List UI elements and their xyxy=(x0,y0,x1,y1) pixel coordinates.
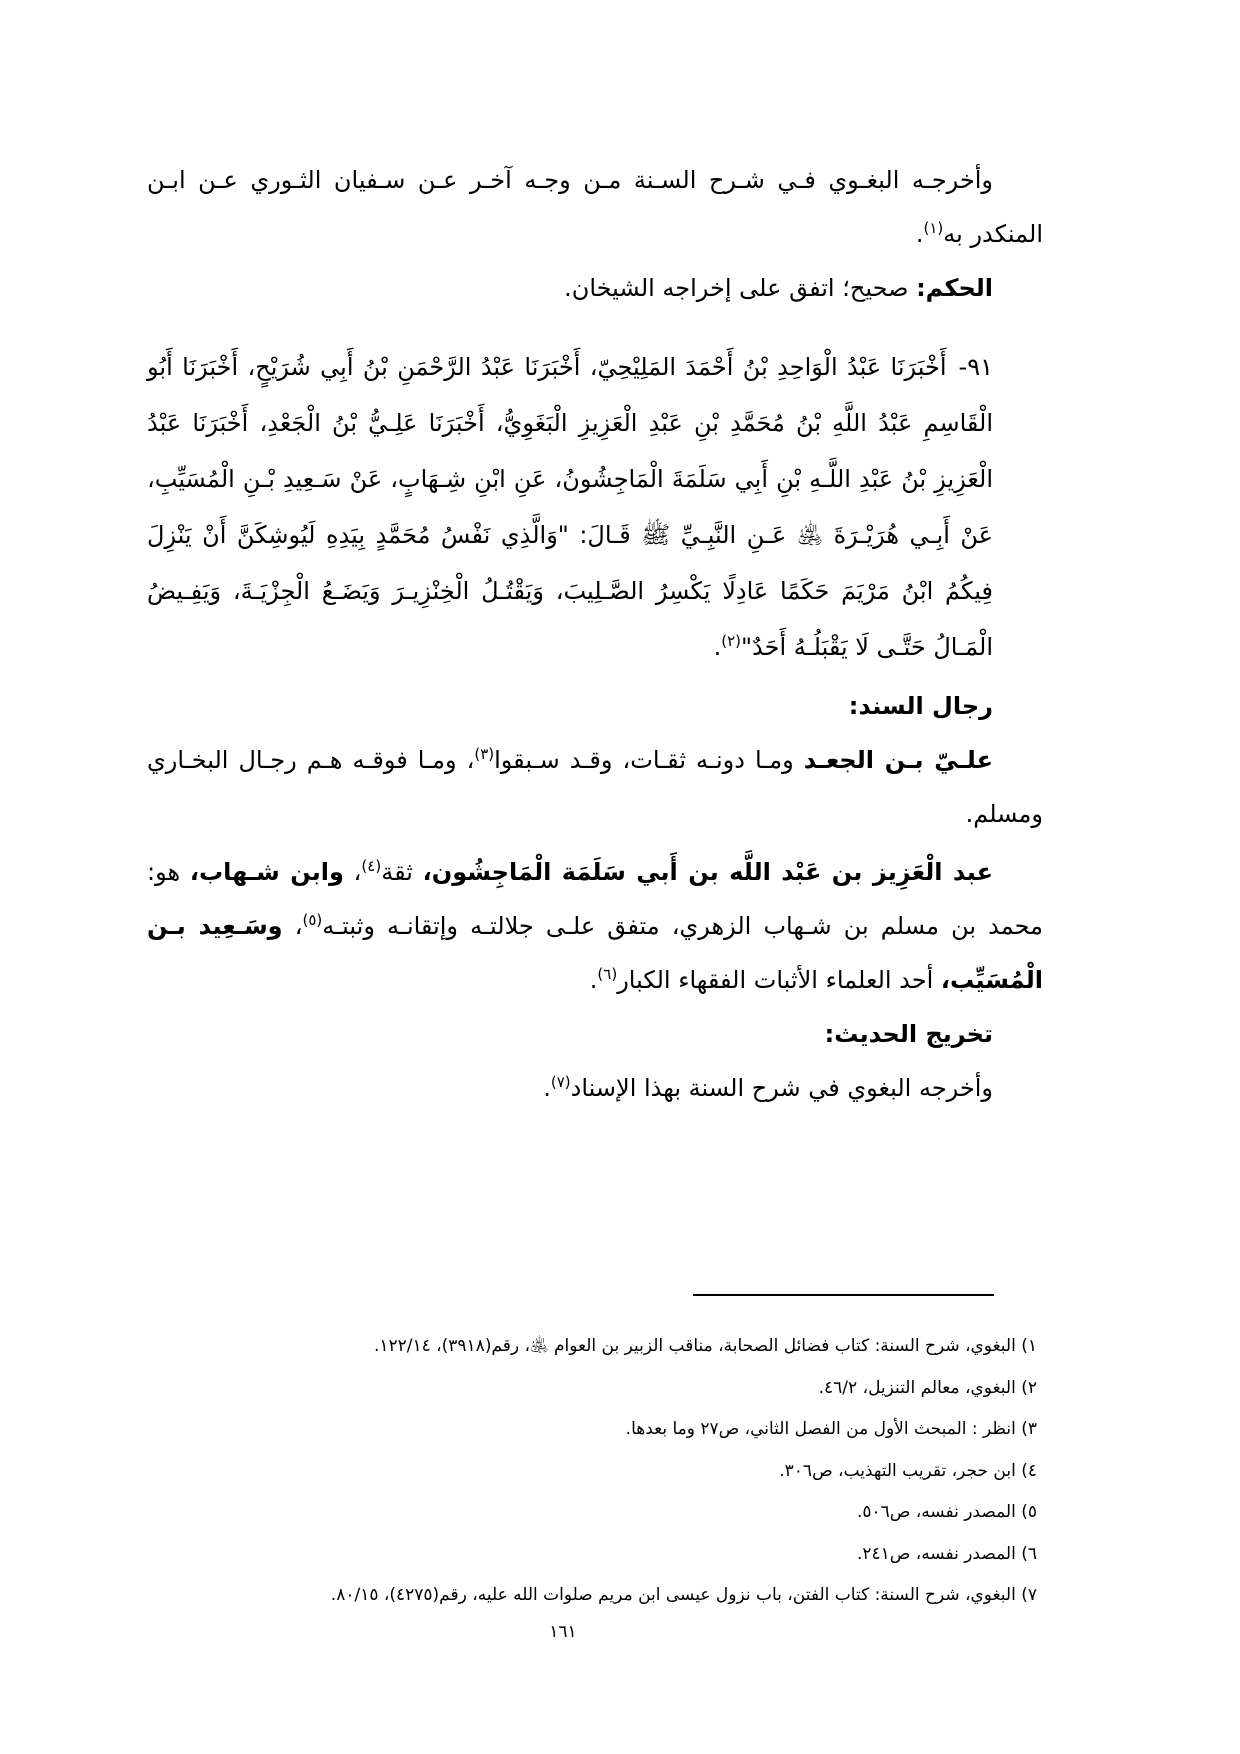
narrators-text-1a: ومـا دونـه ثقـات، وقـد سـبقوا xyxy=(494,746,804,774)
footnote-4: ٤) ابن حجر، تقريب التهذيب، ص٣٠٦. xyxy=(779,1460,1037,1481)
footnote-ref-3: (٣) xyxy=(474,745,495,763)
ruling-text: صحيح؛ اتفق على إخراجه الشيخان. xyxy=(564,274,917,302)
narrators-text-2b: ، xyxy=(343,858,362,886)
intro-end: . xyxy=(915,220,924,248)
intro-text: وأخرجـه البغـوي فـي شـرح السـنة مـن وجـه آخـر عـن سـفيان الثـوري عـن ابـن المنكدر به xyxy=(147,166,1043,248)
narrators-paragraph-2 xyxy=(147,845,1043,1007)
ruling-paragraph xyxy=(147,261,1043,315)
footnote-ref-1: (١) xyxy=(923,219,944,237)
narrator-name-saeed: وسَـعِيد بـن الْمُسَيِّب، xyxy=(147,912,1043,994)
narrators-text-2a: ثقة xyxy=(381,858,423,886)
footnotes xyxy=(147,1326,1037,1617)
hadith-number: ٩١- xyxy=(958,353,993,381)
footnote-ref-4: (٤) xyxy=(361,857,382,875)
footnote-3: ٣) انظر : المبحث الأول من الفصل الثاني، ص٢٧ وما بعدها. xyxy=(625,1419,1037,1439)
narrators-text-2f: . xyxy=(589,966,598,994)
footnote-ref-6: (٦) xyxy=(597,965,618,983)
footnote-2: ٢) البغوي، معالم التنزيل، ٤٦/٢. xyxy=(818,1377,1037,1398)
narrators-heading: رجال السند: xyxy=(848,692,993,720)
narrator-name-ali: علـيّ بـن الجعـد xyxy=(803,746,993,774)
narrators-text-1b: ، ومـا فوقـه هـم رجـال البخـاري ومسلم. xyxy=(147,746,1043,828)
footnote-1: ١) البغوي، شرح السنة: كتاب فضائل الصحابة، مناقب الزبير بن العوام ﵁، رقم(٣٩١٨)، ١٢٢/١٤. xyxy=(373,1336,1037,1356)
ruling-label: الحكم: xyxy=(916,274,993,302)
footnote-ref-5: (٥) xyxy=(302,911,323,929)
takhrij-end: . xyxy=(543,1074,551,1102)
footnote-7: ٧) البغوي، شرح السنة: كتاب الفتن، باب نزول عيسى ابن مريم صلوات الله عليه، رقم(٤٢٧٥)، ٨٠/١٥. xyxy=(330,1585,1037,1605)
takhrij-text: وأخرجه البغوي في شرح السنة بهذا الإسناد xyxy=(570,1074,993,1102)
footnote-separator xyxy=(693,1294,994,1296)
narrators-text-2d: ، xyxy=(282,912,303,940)
main-text xyxy=(147,153,1043,1115)
narrator-name-ibn-shihab: وابن شـهاب، xyxy=(189,858,344,886)
narrators-text-2c: هو: محمد بن مسلم بن شـهاب الزهري، متفق علـى جلالتـه وإتقانـه وثبتـه xyxy=(147,858,1043,940)
footnote-ref-7: (٧) xyxy=(550,1073,571,1091)
footnote-ref-2: (٢) xyxy=(721,632,741,650)
takhrij-heading: تخريج الحديث: xyxy=(824,1020,993,1048)
narrators-paragraph-1 xyxy=(147,733,1043,841)
hadith-paragraph xyxy=(147,339,993,675)
hadith-text: أَخْبَرَنَا عَبْدُ الْوَاحِدِ بْنُ أَحْمَدَ المَلِيْحِيّ، أَخْبَرَنَا عَبْدُ الرَّحْمَنِ بْنُ أَبِي شُرَيْحٍ، أَخْبَرَنَا أَبُو الْقَاسِمِ عَبْدُ اللَّهِ بْنُ مُحَمَّدِ بْنِ عَبْدِ الْعَزِيزِ الْبَغَوِيُّ، أَخْبَرَنَا عَلِـيُّ بْنُ الْجَعْدِ، أَخْبَرَنَا عَبْدُ الْعَزِيزِ بْنُ عَبْدِ اللَّـهِ بْنِ أَبِي سَلَمَةَ الْمَاجِشُونُ، عَنِ ابْنِ شِـهَابٍ، عَنْ سَـعِيدِ بْـنِ الْمُسَيِّبِ، عَنْ أَبِـي هُرَيْـرَةَ ﵁ عَـنِ النَّبِـيِّ ﷺ قَـالَ: "وَالَّذِي نَفْسُ مُحَمَّدٍ بِيَدِهِ لَيُوشِكَنَّ أَنْ يَنْزِلَ فِيكُمُ ابْنُ مَرْيَمَ حَكَمًا عَادِلًا يَكْسِرُ الصَّـلِيبَ، وَيَقْتُـلُ الْخِنْزِيـرَ وَيَضَـعُ الْجِزْيَـةَ، وَيَفِـيضُ الْمَـالُ حَتَّـى لَا يَقْبَلُـهُ أَحَدٌ" xyxy=(147,353,993,661)
page-number: ١٦١ xyxy=(549,1622,577,1642)
narrator-name-abdulaziz: عبد الْعَزِيز بن عَبْد اللَّه بن أَبي سَلَمَة الْمَاجِشُون، xyxy=(422,858,993,886)
narrators-text-2e: أحد العلماء الأثبات الفقهاء الكبار xyxy=(617,966,941,994)
footnote-6: ٦) المصدر نفسه، ص٢٤١. xyxy=(856,1543,1037,1564)
hadith-end: . xyxy=(713,633,722,661)
intro-paragraph xyxy=(147,153,1043,261)
takhrij-paragraph xyxy=(147,1061,1043,1115)
footnote-5: ٥) المصدر نفسه، ص٥٠٦. xyxy=(856,1502,1037,1522)
